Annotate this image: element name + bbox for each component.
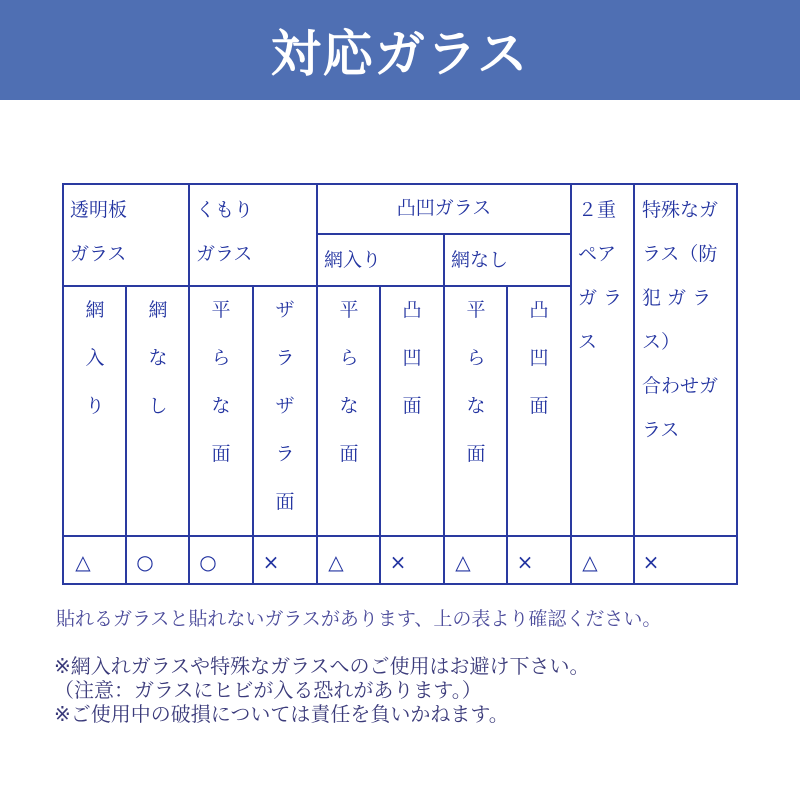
subheader-char: 面	[402, 395, 422, 417]
table-border-top	[62, 183, 738, 185]
subheader-char: ザ	[275, 395, 295, 417]
subheader-char: 網	[85, 299, 105, 321]
subheader-wired	[64, 298, 126, 442]
note-caution: （注意：ガラスにヒビが入る恐れがあります。）	[54, 678, 482, 702]
subheader-char: し	[148, 395, 168, 417]
subheader-flat	[190, 298, 252, 490]
subheader-char: な	[148, 347, 168, 369]
mark-cell: ×	[642, 550, 660, 574]
table-border-bottom	[62, 583, 738, 585]
header-embossed-wired: 網入り	[324, 249, 382, 271]
page-title: 対応ガラス	[270, 25, 530, 83]
subheader-char: ら	[211, 347, 231, 369]
mark-cell: △	[455, 550, 471, 574]
subheader-rough	[254, 298, 316, 538]
table-col-divider	[570, 183, 572, 585]
header-clear-glass	[70, 198, 127, 266]
subheader-char: 平	[466, 299, 486, 321]
table-col-divider	[633, 183, 635, 585]
subheader-char: 面	[275, 491, 295, 513]
header-text: 特殊なガ	[642, 199, 719, 221]
header-text: ラス（防	[642, 243, 718, 265]
mark-cell: △	[582, 550, 598, 574]
note-avoid-special: ※網入れガラスや特殊なガラスへのご使用はお避け下さい。	[54, 654, 590, 678]
note-liability: ※ご使用中の破損については責任を負いかねます。	[54, 702, 509, 726]
header-text: 透明板	[70, 199, 128, 221]
note-check-table: 貼れるガラスと貼れないガラスがあります、上の表より確認ください。	[56, 608, 662, 630]
mark-cell: ×	[389, 550, 407, 574]
header-text: くもり	[196, 199, 254, 221]
subheader-char: 凹	[402, 347, 422, 369]
header-embossed-glass: 凸凹ガラス	[396, 197, 492, 219]
subheader-char: 面	[211, 443, 231, 465]
header-text: ガラス	[70, 243, 127, 265]
mark-cell: △	[75, 550, 91, 574]
table-border-right	[736, 183, 738, 585]
subheader-char: ザ	[275, 299, 295, 321]
subheader-char: ラ	[275, 443, 295, 465]
table-divider-marks	[62, 535, 738, 537]
mark-cell: ○	[199, 550, 217, 574]
header-text: ガ ラ	[578, 287, 623, 309]
subheader-wired-flat	[318, 298, 380, 490]
subheader-char: り	[85, 395, 105, 417]
subheader-char: 平	[339, 299, 359, 321]
subheader-nowire-embossed	[508, 298, 570, 442]
header-text: ガラス	[196, 243, 253, 265]
header-text: ラス	[642, 419, 680, 441]
mark-cell: ×	[262, 550, 280, 574]
header-double-glass	[578, 198, 622, 354]
subheader-char: 面	[529, 395, 549, 417]
subheader-char: 面	[466, 443, 486, 465]
subheader-char: ら	[339, 347, 359, 369]
subheader-nowire	[127, 298, 189, 442]
subheader-char: ら	[466, 347, 486, 369]
header-special-glass	[642, 198, 718, 442]
subheader-char: な	[466, 395, 486, 417]
subheader-char: 凸	[402, 299, 422, 321]
subheader-char: 凹	[529, 347, 549, 369]
subheader-char: 入	[85, 347, 105, 369]
header-text: 合わせガ	[642, 375, 719, 397]
mark-cell: △	[328, 550, 344, 574]
mark-cell: ×	[516, 550, 534, 574]
subheader-char: ラ	[275, 347, 295, 369]
subheader-char: 平	[211, 299, 231, 321]
subheader-wired-embossed	[381, 298, 443, 442]
subheader-char: な	[339, 395, 359, 417]
header-text: ２重	[578, 199, 617, 221]
mark-cell: ○	[136, 550, 154, 574]
subheader-char: な	[211, 395, 231, 417]
header-frosted-glass	[196, 198, 253, 266]
header-text: ス	[578, 331, 598, 353]
subheader-char: 網	[148, 299, 168, 321]
header-text: 犯 ガ ラ	[642, 287, 712, 309]
subheader-nowire-flat	[445, 298, 507, 490]
subheader-char: 凸	[529, 299, 549, 321]
header-text: ス）	[642, 331, 681, 353]
subheader-char: 面	[339, 443, 359, 465]
header-embossed-nowire: 網なし	[451, 249, 509, 271]
header-text: ペア	[578, 243, 617, 265]
